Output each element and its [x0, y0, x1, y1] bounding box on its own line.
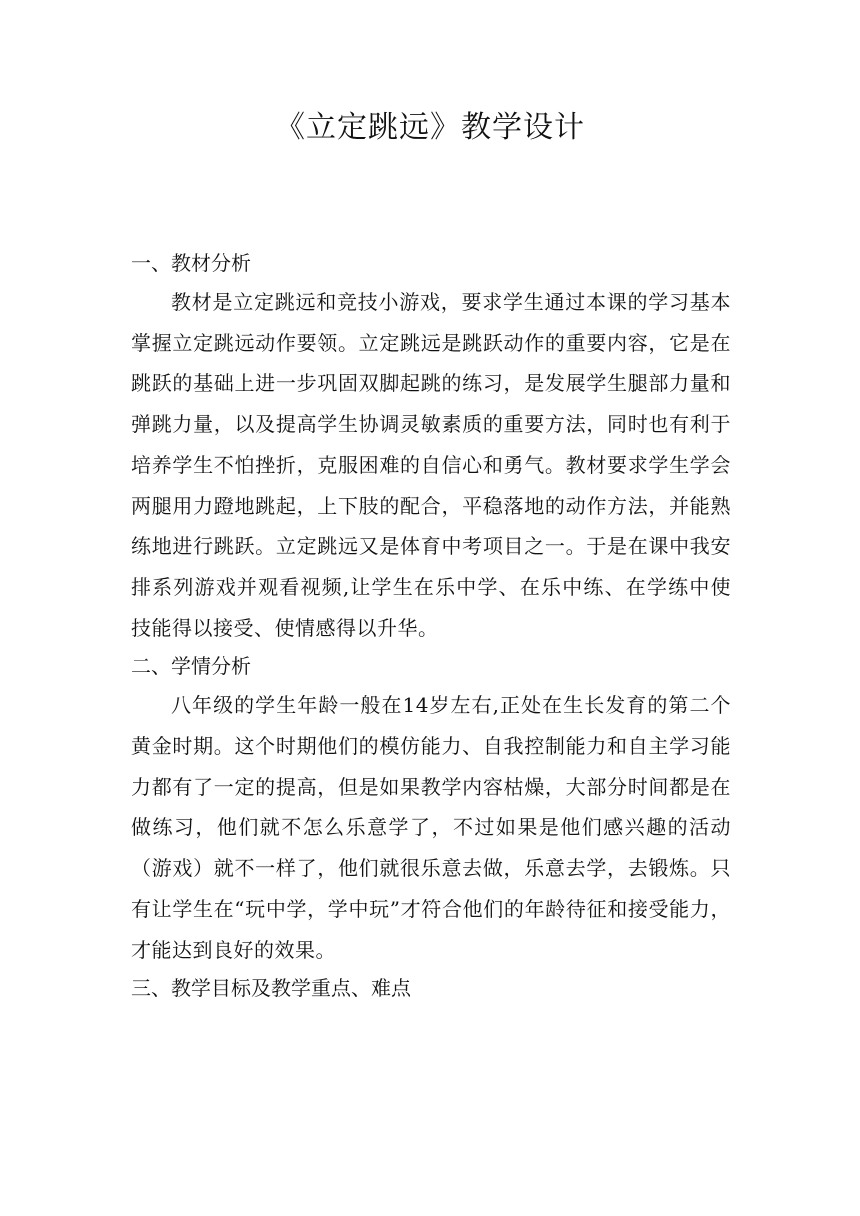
section-paragraph-student-analysis: 八年级的学生年龄一般在14岁左右,正处在生长发育的第二个黄金时期。这个时期他们的模仿能力、自我控制能力和自主学习能力都有了一定的提高，但是如果教学内容枯燥，大部分时间都是在做练习，他们就不怎么乐意学了，不过如果是他们感兴趣的活动（游戏）就不一样了，他们就很乐意去做，乐意去学，去锻炼。只有让学生在“玩中学，学中玩”才符合他们的年龄待征和接受能力，才能达到良好的效果。	[131, 693, 731, 962]
section-heading-teaching-goals: 三、教学目标及教学重点、难点	[131, 976, 411, 1001]
section-heading-student-analysis: 二、学情分析	[131, 654, 251, 679]
section-heading-textbook-analysis: 一、教材分析	[131, 251, 251, 275]
section-paragraph-textbook-analysis: 教材是立定跳远和竞技小游戏，要求学生通过本课的学习基本掌握立定跳远动作要领。立定跳远是跳跃动作的重要内容，它是在跳跃的基础上进一步巩固双脚起跳的练习，是发展学生腿部力量和弹跳力量，以及提高学生协调灵敏素质的重要方法，同时也有利于培养学生不怕挫折，克服困难的自信心和勇气。教材要求学生学会两腿用力蹬地跳起，上下肢的配合，平稳落地的动作方法，并能熟练地进行跳跃。立定跳远又是体育中考项目之一。于是在课中我安排系列游戏并观看视频,让学生在乐中学、在乐中练、在学练中使技能得以接受、使情感得以升华。	[131, 290, 731, 640]
document-body	[131, 245, 731, 1007]
document-title: 《立定跳远》教学设计	[275, 110, 585, 145]
